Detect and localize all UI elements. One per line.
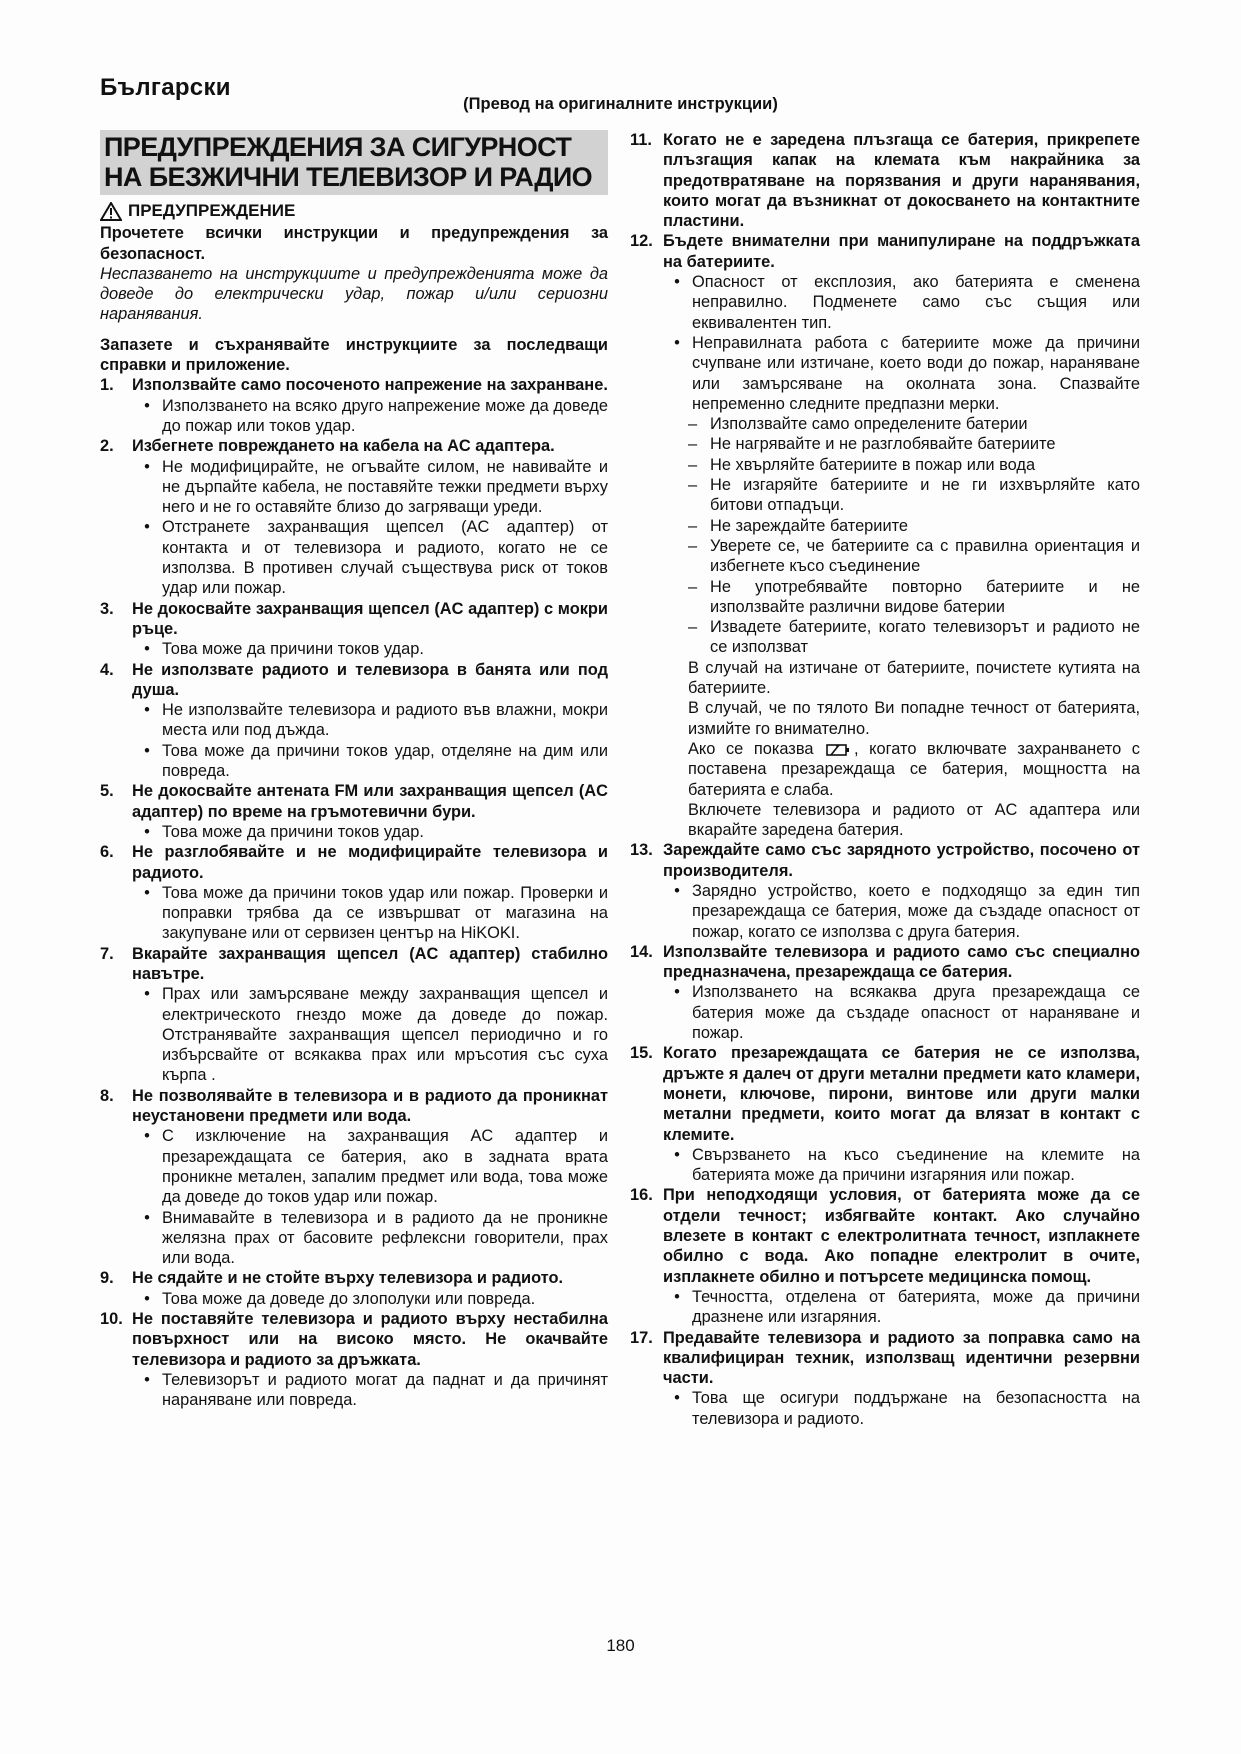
precaution-text: Не зареждайте батериите	[710, 516, 909, 535]
note-leak: В случай на изтичане от батериите, почистете кутията на батериите.	[688, 658, 1140, 698]
item-title: Бъдете внимателни при манипулиране на поддръжката на батериите.	[663, 232, 1140, 271]
bullet-marker: •	[144, 1370, 150, 1389]
bullet-text: Прах или замърсяване между захранващия щепсел и електрическото гнездо може да доведе до пожар. Отстранявайте захранващия щепсел периодично и го избърсвайте от всякаква прах или мръсотия със суха кърпа .	[162, 985, 608, 1085]
bullet-item	[132, 396, 608, 437]
precaution-text: Не изгаряйте батериите и не ги изхвърляйте като битови отпадъци.	[710, 476, 1140, 515]
item-title: Вкарайте захранващия щепсел (AC адаптер) стабилно навътре.	[132, 944, 608, 983]
bullet-text: Това може да доведе до злополуки или повреда.	[162, 1289, 536, 1308]
section-title-line1: ПРЕДУПРЕЖДЕНИЯ ЗА СИГУРНОСТ	[104, 132, 572, 162]
bullet-text: С изключение на захранващия AC адаптер и презареждащата се батерия, ако в задната врата проникне метален, запалим предмет или вода, това може да доведе до токов удар или пожар.	[162, 1127, 608, 1207]
bullet-item	[132, 741, 608, 782]
item-title: Зареждайте само със зарядното устройство, посочено от производителя.	[663, 841, 1140, 880]
item-number: 6.	[100, 843, 114, 862]
item-number: 11.	[630, 131, 652, 149]
note-low-battery	[688, 739, 1140, 800]
bullet-marker: •	[144, 1289, 150, 1308]
list-item	[100, 599, 608, 640]
bullet-text: Не модифицирайте, не огъвайте силом, не навивайте и не дърпайте кабела, не поставяйте тежки предмети върху него и не го оставяйте близо до загряващи уреди.	[162, 457, 608, 517]
left-item-list	[100, 375, 608, 1410]
precaution-list	[630, 414, 1140, 658]
bullet-marker: •	[674, 1287, 680, 1306]
item-number: 14.	[630, 942, 653, 961]
precaution-text: Не нагрявайте и не разглобявайте батериите	[710, 435, 1056, 454]
item-title: Когато презареждащата се батерия не се използва, дръжте я далеч от други метални предмети като кламери, монети, ключове, пирони, винтове или други малки метални предмети, които могат да влязат в контакт с клемите.	[663, 1044, 1140, 1144]
list-item	[100, 436, 608, 456]
bullet-text: Това ще осигури поддържане на безопасността на телевизора и радиото.	[692, 1389, 1140, 1428]
dash-marker: –	[688, 476, 698, 495]
bullet-text: Свързването на късо съединение на клемите на батерията може да причини изгаряния или пожар.	[692, 1145, 1140, 1185]
bullet-marker: •	[144, 640, 150, 659]
bullet-item	[132, 883, 608, 944]
item-title: Не поставяйте телевизора и радиото върху нестабилна повърхност или на високо място. Не окачвайте телевизора и радиото за дръжката.	[132, 1310, 608, 1369]
item-number: 17.	[630, 1328, 653, 1347]
bullet-marker: •	[144, 457, 150, 476]
precaution-item	[688, 617, 1140, 658]
precaution-text: Използвайте само определените батерии	[710, 415, 1028, 434]
precaution-item	[688, 414, 1140, 434]
bullet-text: Използването на всяко друго напрежение може да доведе до пожар или токов удар.	[162, 396, 608, 435]
bullet-item	[662, 333, 1140, 414]
note-low-battery-b: , когато включвате захранването с поставена презареждаща се батерия, мощността на батерията е слаба.	[688, 739, 1140, 799]
list-item	[630, 1185, 1140, 1286]
bullet-text: Отстранете захранващия щепсел (AC адаптер) от контакта и от телевизора и радиото, когато не се използва. В противен случай съществува риск от токов удар или пожар.	[162, 518, 608, 598]
bullet-item	[132, 984, 608, 1085]
item-number: 5.	[100, 782, 114, 801]
dash-marker: –	[688, 415, 698, 434]
bullet-item	[132, 1289, 608, 1309]
list-item	[100, 660, 608, 701]
bullet-item	[662, 272, 1140, 333]
note-low-battery-a: Ако се показва	[688, 739, 814, 758]
page-number: 180	[606, 1636, 635, 1655]
list-item	[100, 944, 608, 985]
bullet-text: Телевизорът и радиото могат да паднат и да причинят нараняване или повреда.	[162, 1370, 608, 1410]
bullet-item	[132, 822, 608, 842]
right-column	[630, 130, 1140, 1429]
bullet-item	[662, 1145, 1140, 1186]
list-item	[100, 1268, 608, 1288]
bullet-item	[132, 639, 608, 659]
bullet-text: Не използвайте телевизора и радиото във влажни, мокри места или под дъжда.	[162, 701, 608, 740]
precaution-item	[688, 577, 1140, 618]
bullet-text: Опасност от експлозия, ако батерията е сменена неправилно. Подменете само със същия или еквивалентен тип.	[692, 273, 1140, 332]
item-number: 12.	[630, 232, 653, 251]
bullet-marker: •	[144, 883, 150, 902]
bullet-marker: •	[674, 1145, 680, 1164]
list-item	[100, 842, 608, 883]
bullet-marker: •	[144, 701, 150, 720]
item-number: 4.	[100, 660, 114, 679]
list-item	[100, 375, 608, 395]
precaution-item	[688, 536, 1140, 577]
bullet-text: Неправилната работа с батериите може да причини счупване или изтичане, което води до пожар, нараняване или замърсяване на околната зона. Спазвайте непременно следните предпазни мерки.	[692, 333, 1140, 413]
list-item	[630, 130, 1140, 231]
bullet-item	[662, 1287, 1140, 1328]
bullet-text: Използването на всякаква друга презареждаща се батерия може да създаде опасност от нараняване и пожар.	[692, 983, 1140, 1043]
item-number: 10.	[100, 1310, 123, 1329]
bullet-item	[132, 1208, 608, 1269]
bullet-item	[132, 700, 608, 741]
right-item-list	[630, 840, 1140, 1429]
bullet-marker: •	[674, 333, 680, 352]
bullet-marker: •	[144, 985, 150, 1004]
list-item	[100, 781, 608, 822]
item-title: При неподходящи условия, от батерията може да се отдели течност; избягвайте контакт. Ако случайно влезете в контакт с електролитната течност, изплакнете обилно с вода. Ако попадне електролит в очите, изплакнете обилно и потърсете медицинска помощ.	[663, 1186, 1140, 1286]
list-item	[100, 1309, 608, 1370]
bullet-item	[662, 881, 1140, 942]
bullet-item	[662, 1388, 1140, 1429]
item-title: Когато не е заредена плъзгаща се батерия, прикрепете плъзгащия капак на клемата към накрайника за предотвратяване на порязвания и други наранявания, които могат да възникнат от докосването на контактните пластини.	[663, 131, 1140, 231]
bullet-text: Внимавайте в телевизора и в радиото да не проникне желязна прах от басовите рефлексни говорители, прах или вода.	[162, 1208, 608, 1268]
bullet-item	[132, 1126, 608, 1207]
note-body-contact: В случай, че по тялото Ви попадне течност от батерията, измийте го внимателно.	[688, 699, 1140, 738]
item-title: Използвайте телевизора и радиото само със специално предназначена, презареждаща се батерия.	[663, 942, 1140, 982]
bullet-marker: •	[144, 822, 150, 841]
item-title: Не докосвайте антената FM или захранващия щепсел (AC адаптер) по време на гръмотевични бури.	[132, 782, 608, 821]
item-number: 8.	[100, 1086, 114, 1105]
bullet-text: Това може да причини токов удар.	[162, 822, 424, 841]
bullet-text: Това може да причини токов удар.	[162, 640, 424, 659]
section-title-line2: НА БЕЗЖИЧНИ ТЕЛЕВИЗОР И РАДИО	[104, 162, 593, 192]
dash-marker: –	[688, 618, 698, 637]
precaution-item	[688, 475, 1140, 516]
item-title: Не използвате радиото и телевизора в банята или под душа.	[132, 660, 608, 699]
precaution-item	[688, 434, 1140, 454]
warning-consequence: Неспазването на инструкциите и предупрежденията може да доведе до електрически удар, пожар и/или сериозни наранявания.	[100, 264, 608, 324]
item-number: 1.	[100, 376, 114, 395]
bullet-item	[662, 982, 1140, 1043]
bullet-text: Това може да причини токов удар, отделяне на дим или повреда.	[162, 741, 608, 781]
precaution-text: Не хвърляйте батериите в пожар или вода	[710, 455, 1036, 474]
translation-note: (Превод на оригиналните инструкции)	[463, 95, 778, 113]
bullet-marker: •	[144, 741, 150, 760]
dash-marker: –	[688, 516, 698, 535]
bullet-marker: •	[674, 983, 680, 1002]
item-number: 2.	[100, 437, 114, 456]
bullet-marker: •	[144, 1127, 150, 1146]
item-title: Използвайте само посоченото напрежение на захранване.	[132, 376, 608, 395]
list-item	[100, 1086, 608, 1127]
bullet-marker: •	[674, 273, 680, 292]
warning-heading: ПРЕДУПРЕЖДЕНИЕ	[128, 201, 296, 220]
list-item	[630, 1043, 1140, 1144]
item-title: Не позволявайте в телевизора и в радиото да проникнат неустановени предмети или вода.	[132, 1086, 608, 1126]
warning-keep: Запазете и съхранявайте инструкциите за последващи справки и приложение.	[100, 335, 608, 375]
bullet-text: Течността, отделена от батерията, може да причини дразнене или изгаряния.	[692, 1287, 1140, 1327]
item-number: 15.	[630, 1044, 653, 1063]
bullet-item	[132, 517, 608, 598]
warning-read-all: Прочетете всички инструкции и предупреждения за безопасност.	[100, 224, 608, 263]
language-heading: Български	[100, 74, 231, 101]
item-number: 9.	[100, 1269, 114, 1288]
note-use-adapter: Включете телевизора и радиото от AC адаптера или вкарайте заредена батерия.	[688, 800, 1140, 840]
bullet-item	[132, 457, 608, 518]
low-battery-icon	[826, 742, 852, 758]
bullet-text: Зарядно устройство, което е подходящо за един тип презареждаща се батерия, може да създаде опасност от пожар, когато се използва с друга батерия.	[692, 881, 1140, 941]
bullet-text: Това може да причини токов удар или пожар. Проверки и поправки трябва да се извършват от магазина на закупуване или от сервизен център на HiKOKI.	[162, 883, 608, 943]
dash-marker: –	[688, 577, 698, 596]
item-title: Не докосвайте захранващия щепсел (AC адаптер) с мокри ръце.	[132, 599, 608, 638]
item-number: 3.	[100, 599, 114, 618]
bullet-marker: •	[674, 881, 680, 900]
list-item	[630, 840, 1140, 881]
left-column	[100, 130, 608, 1411]
precaution-item	[688, 516, 1140, 536]
item-number: 13.	[630, 841, 653, 860]
list-item	[630, 1328, 1140, 1389]
bullet-marker: •	[674, 1389, 680, 1408]
precaution-item	[688, 455, 1140, 475]
item-number: 16.	[630, 1186, 653, 1205]
item-title: Избегнете повреждането на кабела на AC адаптера.	[132, 437, 555, 456]
warning-heading-row	[100, 201, 608, 221]
item-number: 7.	[100, 944, 114, 963]
precaution-text: Уверете се, че батериите са с правилна ориентация и избегнете късо съединение	[710, 536, 1140, 576]
precaution-text: Не употребявайте повторно батериите и не използвайте различни видове батерии	[710, 577, 1140, 616]
section-title-box	[100, 130, 608, 195]
bullet-marker: •	[144, 518, 150, 537]
precaution-text: Извадете батериите, когато телевизорът и радиото не се използват	[710, 618, 1140, 657]
warning-triangle-icon	[100, 202, 122, 221]
item-title: Предавайте телевизора и радиото за поправка само на квалифициран техник, използващ идентични резервни части.	[663, 1328, 1140, 1388]
item-title: Не разглобявайте и не модифицирайте телевизора и радиото.	[132, 843, 608, 882]
bullet-marker: •	[144, 396, 150, 415]
item-title: Не сядайте и не стойте върху телевизора и радиото.	[132, 1269, 564, 1288]
dash-marker: –	[688, 455, 698, 474]
dash-marker: –	[688, 435, 698, 454]
dash-marker: –	[688, 536, 698, 555]
bullet-marker: •	[144, 1208, 150, 1227]
list-item	[630, 942, 1140, 983]
list-item	[630, 231, 1140, 272]
bullet-item	[132, 1370, 608, 1411]
